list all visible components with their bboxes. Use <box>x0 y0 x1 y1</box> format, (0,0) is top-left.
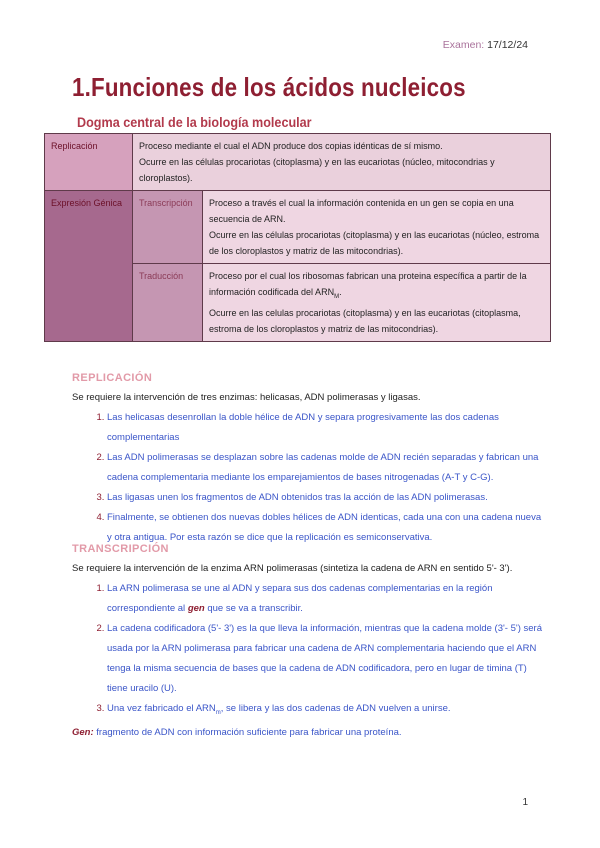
expresion-label: Expresión Génica <box>45 191 133 342</box>
transcripcion-heading: TRANSCRIPCIÓN <box>72 543 169 555</box>
page-number: 1 <box>522 797 528 808</box>
exam-date-header <box>443 39 528 51</box>
replicacion-section <box>72 368 542 548</box>
list-item: 3. Las ligasas unen los fragmentos de ADN obtenidos tras la acción de las ADN polimerasas. <box>107 488 542 508</box>
list-item: 4. Finalmente, se obtienen dos nuevas dobles hélices de ADN identicas, cada una con una cadena nueva y otra antigua. Por esta razón se dice que la replicación es semiconservativa. <box>107 508 542 548</box>
transcripcion-step-3a: Una vez fabricado el ARN <box>107 703 216 714</box>
table-row-replicacion <box>45 134 551 191</box>
gen-term-inline: gen <box>187 603 205 614</box>
traduccion-label: Traducción <box>133 264 203 342</box>
transcripcion-intro: Se requiere la intervención de la enzima ARN polimerasas (sintetiza la cadena de ARN en sentido 5'- 3'). <box>72 563 513 574</box>
dogma-table <box>44 133 551 342</box>
replicacion-description <box>133 134 551 191</box>
replicacion-text-1: Proceso mediante el cual el ADN produce dos copias idénticas de sí mismo. <box>139 141 443 151</box>
gen-term: Gen <box>72 726 91 738</box>
replicacion-text-2: Ocurre en las células procariotas (citoplasma) y en las eucariotas (núcleo, mitocondrias y cloroplastos). <box>139 157 495 183</box>
traduccion-description <box>203 264 551 342</box>
traduccion-text-1-sub: M <box>334 293 340 300</box>
transcripcion-step-3-sub: m <box>215 709 221 716</box>
transcripcion-description <box>203 191 551 264</box>
gen-definition <box>72 723 542 743</box>
replicacion-heading: REPLICACIÓN <box>72 372 153 384</box>
transcripcion-step-1a: La ARN polimerasa se une al ADN y separa sus dos cadenas complementarias en la región correspondiente al <box>107 583 493 614</box>
transcripcion-label: Transcripción <box>133 191 203 264</box>
section-subtitle: Dogma central de la biología molecular <box>77 114 312 130</box>
list-item <box>107 579 542 619</box>
transcripcion-section <box>72 539 542 743</box>
transcripcion-text-1: Proceso a través el cual la información contenida en un gen se copia en una secuencia de ARN. <box>209 198 514 224</box>
gen-definition-text: fragmento de ADN con información suficiente para fabricar una proteína. <box>93 726 402 738</box>
traduccion-text-1a: Proceso por el cual los ribosomas fabrican una proteina específica a partir de la información codificada del ARN <box>209 271 527 297</box>
list-item: 2. La cadena codificadora (5'- 3') es la que lleva la información, mientras que la cadena molde (3'- 5') será usada por la ARN polimerasa para fabricar una cadena de ARN complementaria haciendo que el ARN tenga la misma secuencia de bases que la cadena de ADN codificadora, pero en lugar de timina (T) tiene uracilo (U). <box>107 619 542 699</box>
traduccion-text-1b: . <box>339 287 342 297</box>
exam-date: 17/12/24 <box>487 39 528 51</box>
gen-colon: : <box>90 726 94 738</box>
transcripcion-step-1b: que se va a transcribir. <box>204 603 303 614</box>
transcripcion-steps <box>72 579 542 723</box>
list-item <box>107 699 542 723</box>
traduccion-text-2: Ocurre en las celulas procariotas (citoplasma) y en las eucariotas (citoplasma, estroma de los cloroplastos y matriz de las mitocondrias). <box>209 307 521 334</box>
replicacion-intro: Se requiere la intervención de tres enzimas: helicasas, ADN polimerasas y ligasas. <box>72 392 421 403</box>
page-title: 1.Funciones de los ácidos nucleicos <box>72 72 466 102</box>
table-row-transcripcion <box>45 191 551 264</box>
transcripcion-text-2: Ocurre en las células procariotas (citoplasma) y en las eucariotas (núcleo, estroma de los cloroplastos y matriz de las mitocondrias). <box>209 230 540 256</box>
replicacion-label: Replicación <box>45 134 133 191</box>
replicacion-steps <box>72 408 542 548</box>
exam-label: Examen: <box>442 39 485 51</box>
list-item: 1. Las helicasas desenrollan la doble hélice de ADN y separa progresivamente las dos cadenas complementarias <box>107 408 542 448</box>
list-item: 2. Las ADN polimerasas se desplazan sobre las cadenas molde de ADN recién separadas y fabrican una cadena complementaria mediante los emparejamientos de bases nitrogenadas (A-T y C-G). <box>107 448 542 488</box>
transcripcion-step-3b: , se libera y las dos cadenas de ADN vuelven a unirse. <box>220 703 451 714</box>
